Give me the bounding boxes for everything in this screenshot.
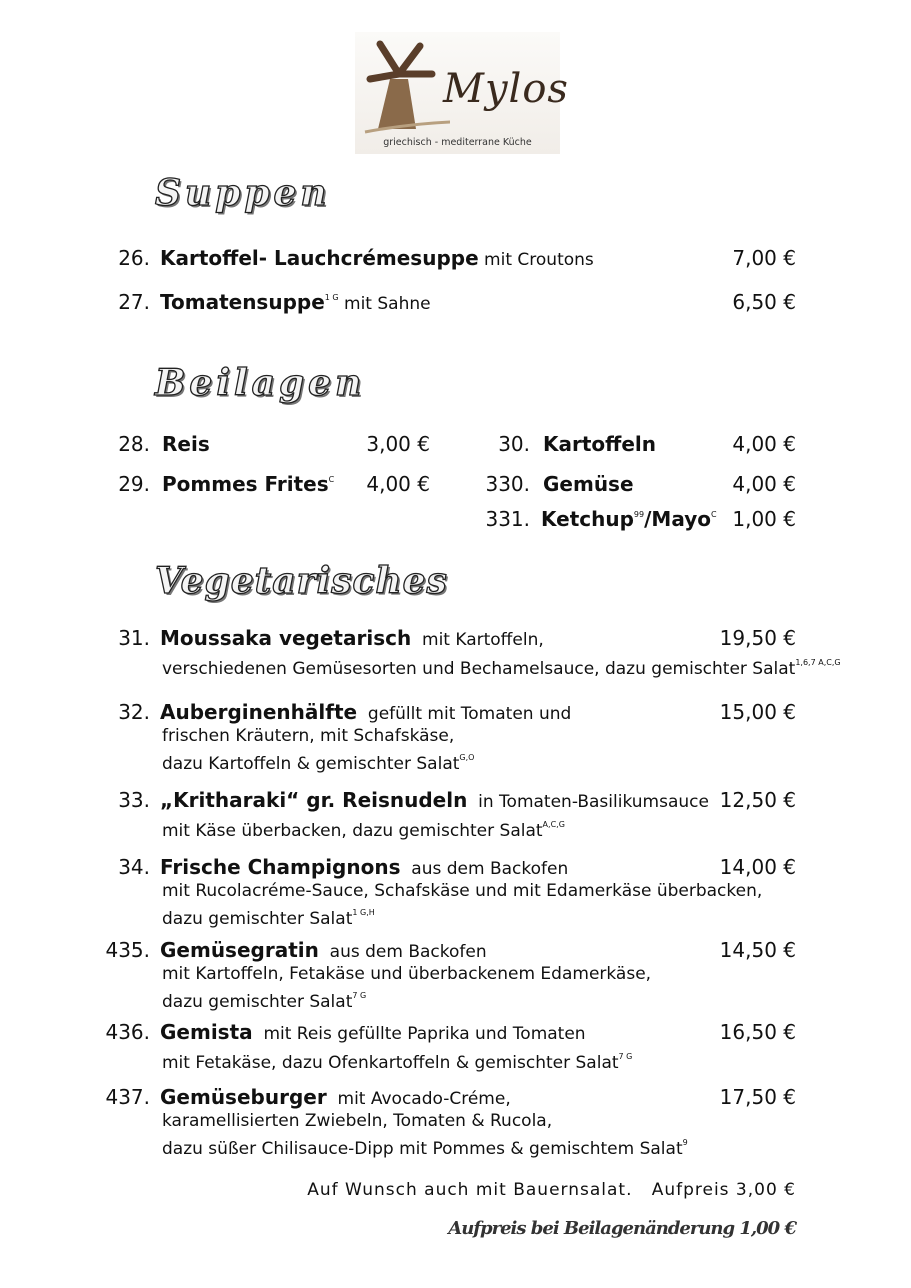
description-text: mit Käse überbacken, dazu gemischter Salat [162, 821, 543, 841]
item-price: 4,00 € [732, 472, 796, 496]
item-number: 30. [498, 432, 530, 456]
description-line [162, 964, 651, 985]
item-price: 14,50 € [719, 938, 796, 962]
item-price: 19,50 € [719, 626, 796, 650]
item-name: Gemüsegratin [160, 938, 319, 962]
description-line [162, 902, 762, 930]
allergen-codes: 9 [682, 1138, 688, 1147]
item-description [162, 726, 474, 775]
item-number: 331. [485, 507, 530, 531]
allergen-codes: A,C,G [542, 820, 565, 829]
allergen-codes: C [328, 475, 335, 484]
item-name: Gemista [160, 1020, 253, 1044]
item-number: 330. [485, 472, 530, 496]
item-note: mit Avocado-Créme, [326, 1089, 511, 1109]
description-line [162, 814, 565, 842]
item-price: 17,50 € [719, 1085, 796, 1109]
allergen-codes: 9 [633, 510, 640, 519]
description-line [162, 1111, 688, 1132]
item-note: mit Sahne [338, 294, 436, 314]
item-title [160, 700, 571, 724]
item-number: 32. [118, 700, 150, 724]
item-name: Pommes Frites [162, 472, 329, 496]
item-price: 12,50 € [719, 788, 796, 812]
allergen-codes: 1 G [324, 293, 339, 302]
item-name: Kartoffeln [543, 432, 657, 456]
description-line [162, 985, 651, 1013]
item-description [162, 1046, 632, 1074]
bauernsalat-note: Auf Wunsch auch mit Bauernsalat. Aufpreis 3,00 € [307, 1180, 796, 1200]
item-number: 28. [118, 432, 150, 456]
item-price: 4,00 € [732, 432, 796, 456]
item-number: 436. [105, 1020, 150, 1044]
item-price: 16,50 € [719, 1020, 796, 1044]
description-text: mit Kartoffeln, Fetakäse und überbackenem Edamerkäse, [162, 964, 652, 984]
item-number: 31. [118, 626, 150, 650]
description-text: dazu süßer Chilisauce-Dipp mit Pommes & gemischtem Salat [162, 1139, 683, 1159]
item-title [541, 507, 717, 531]
item-number: 437. [105, 1085, 150, 1109]
allergen-codes: 7 G [352, 991, 367, 1000]
item-title [160, 246, 594, 270]
description-line [162, 1132, 688, 1160]
item-note: mit Kartoffeln, [411, 630, 544, 650]
logo-wordmark: Mylos [443, 66, 569, 112]
item-price: 14,00 € [719, 855, 796, 879]
description-line [162, 726, 474, 747]
item-title [160, 626, 544, 650]
description-text: verschiedenen Gemüsesorten und Bechamelsauce, dazu gemischter Salat [162, 659, 796, 679]
description-text: dazu gemischter Salat [162, 909, 353, 929]
item-number: 27. [118, 290, 150, 314]
item-number: 26. [118, 246, 150, 270]
item-name: Reis [162, 432, 210, 456]
item-note: mit Croutons [478, 250, 594, 270]
item-price: 6,50 € [732, 290, 796, 314]
section-title-suppen: Suppen [155, 172, 331, 214]
allergen-codes: 9 [639, 510, 645, 519]
item-price: 3,00 € [366, 432, 430, 456]
description-line [162, 747, 474, 775]
description-text: dazu gemischter Salat [162, 992, 353, 1012]
item-name: Gemüseburger [160, 1085, 327, 1109]
item-title [160, 1020, 586, 1044]
item-note: mit Reis gefüllte Paprika und Tomaten [252, 1024, 586, 1044]
windmill-icon [360, 34, 450, 134]
item-title [160, 855, 568, 879]
item-number: 29. [118, 472, 150, 496]
logo-subtitle: griechisch - mediterrane Küche [383, 137, 532, 148]
allergen-codes: G,O [459, 753, 475, 762]
item-title [543, 432, 656, 456]
allergen-codes: 1 G,H [352, 908, 375, 917]
item-description [162, 881, 762, 930]
item-note: in Tomaten-Basilikumsauce [467, 792, 709, 812]
description-line [162, 1046, 632, 1074]
beilagen-surcharge-note: Aufpreis bei Beilagenänderung 1,00 € [448, 1218, 796, 1239]
item-price: 1,00 € [732, 507, 796, 531]
item-name: „Kritharaki“ gr. Reisnudeln [160, 788, 468, 812]
description-text: dazu Kartoffeln & gemischter Salat [162, 754, 460, 774]
item-name: Ketchup [541, 507, 634, 531]
item-number: 34. [118, 855, 150, 879]
item-note: aus dem Backofen [400, 859, 569, 879]
logo [355, 32, 569, 154]
description-text: mit Rucolacréme-Sauce, Schafskäse und mit Edamerkäse überbacken, [162, 881, 763, 901]
description-line [162, 881, 762, 902]
description-text: karamellisierten Zwiebeln, Tomaten & Rucola, [162, 1111, 553, 1131]
item-title [160, 938, 487, 962]
item-name: Frische Champignons [160, 855, 401, 879]
item-title [160, 290, 436, 314]
item-number: 435. [105, 938, 150, 962]
allergen-codes: 1,6,7 A,C,G [795, 658, 841, 667]
item-description [162, 1111, 688, 1160]
item-description [162, 814, 565, 842]
item-title [160, 1085, 511, 1109]
item-title [162, 472, 334, 496]
item-title [160, 788, 709, 812]
description-text: mit Fetakäse, dazu Ofenkartoffeln & gemischter Salat [162, 1053, 619, 1073]
item-title [162, 432, 210, 456]
allergen-codes: C [710, 510, 717, 519]
item-price: 4,00 € [366, 472, 430, 496]
item-description [162, 964, 651, 1013]
description-text: frischen Kräutern, mit Schafskäse, [162, 726, 455, 746]
item-note: aus dem Backofen [318, 942, 487, 962]
allergen-codes: 7 G [618, 1052, 633, 1061]
section-title-vegetarisches: Vegetarisches [155, 560, 448, 602]
description-line [162, 652, 841, 680]
item-note: gefüllt mit Tomaten und [357, 704, 572, 724]
item-name: Tomatensuppe [160, 290, 325, 314]
item-price: 15,00 € [719, 700, 796, 724]
item-name: Moussaka vegetarisch [160, 626, 412, 650]
item-name: Kartoffel- Lauchcrémesuppe [160, 246, 479, 270]
item-number: 33. [118, 788, 150, 812]
item-price: 7,00 € [732, 246, 796, 270]
item-name: Auberginenhälfte [160, 700, 358, 724]
item-title [543, 472, 634, 496]
item-name: Gemüse [543, 472, 634, 496]
item-name-2: /Mayo [644, 507, 711, 531]
item-description [162, 652, 841, 680]
section-title-beilagen: Beilagen [155, 362, 366, 404]
